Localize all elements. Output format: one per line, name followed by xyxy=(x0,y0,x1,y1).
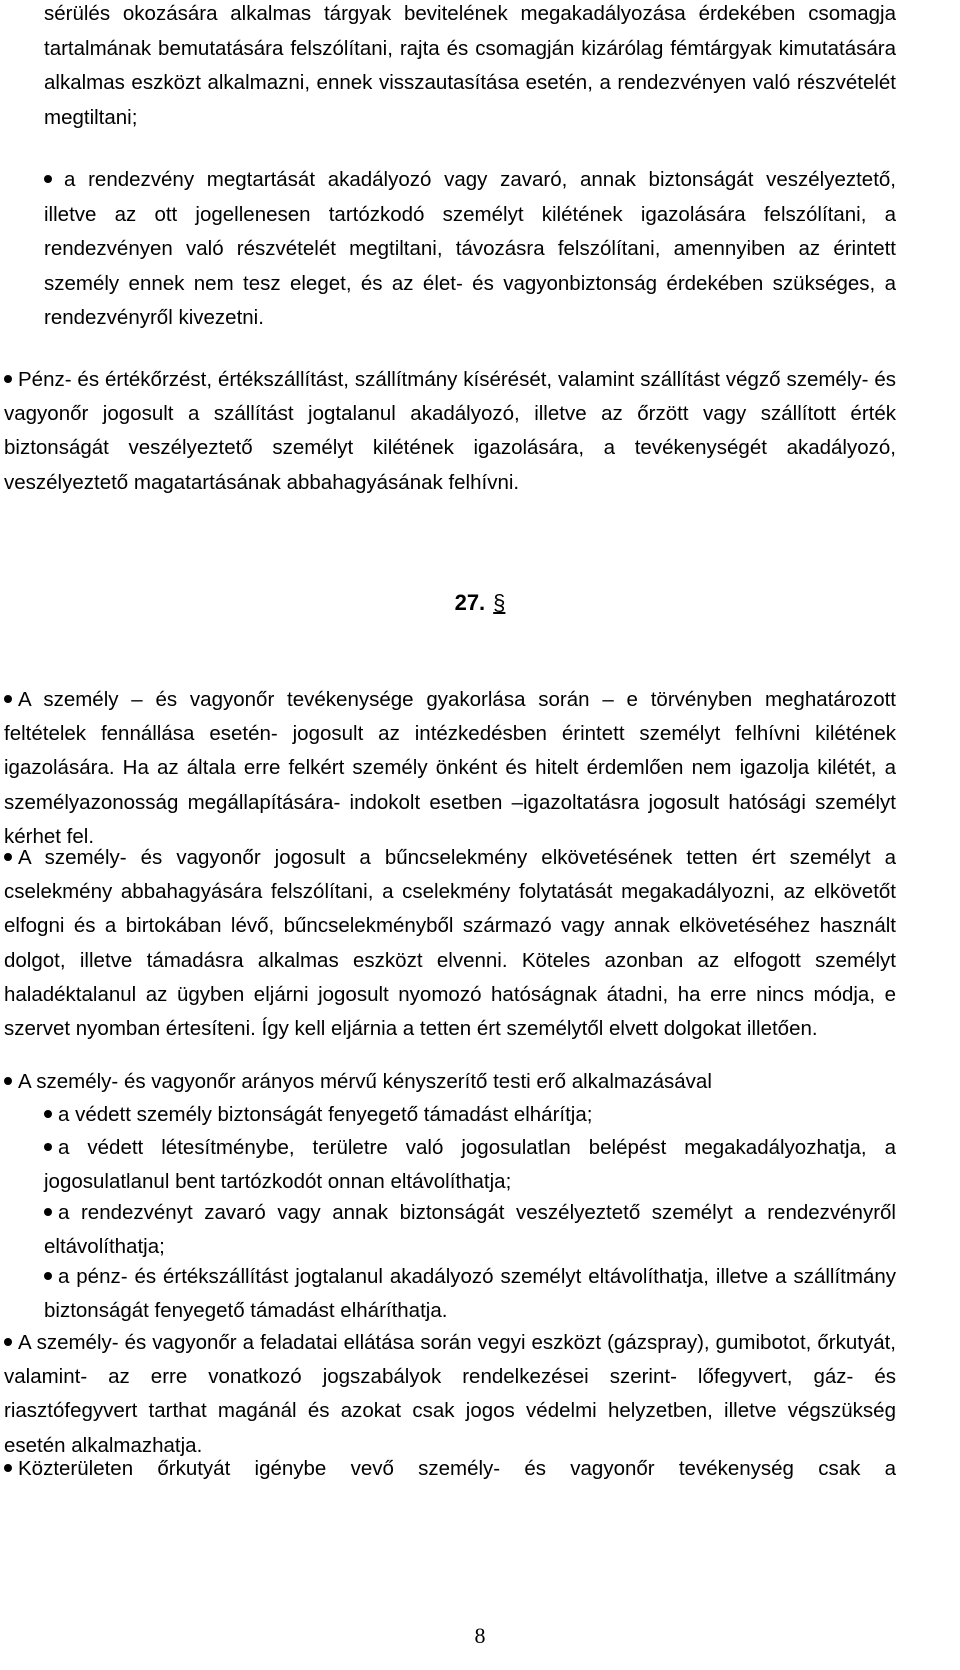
sub-item-3 xyxy=(44,1196,896,1264)
sub-item-text: a védett létesítménybe, területre való jogosulatlan belépést megakadályozhatja, a jogosulatlanul bent tartózkodót onnan eltávolíthatja; xyxy=(44,1136,896,1194)
section-heading xyxy=(0,590,960,616)
bullet-icon xyxy=(4,1464,12,1472)
list-item-text: Pénz- és értékőrzést, értékszállítást, szállítmány kísérését, valamint szállítást végző személy- és vagyonőr jogosult a szállítást jogtalanul akadályozó, illetve az őrzött vagy szállított érték biztonságát veszélyeztető személyt kilétének igazolására, a tevékenységét akadályozó, veszélyeztető magatartásának abbahagyásának felhívni. xyxy=(4,368,896,494)
bullet-icon xyxy=(44,1272,52,1280)
list-item-text: A személy- és vagyonőr a feladatai ellátása során vegyi eszközt (gázspray), gumibotot, őrkutyát, valamint- az erre vonatkozó jogszabályok rendelkezései szerint- lőfegyvert, gáz- és riasztófegyvert tarthat magánál és azokat csak jogos védelmi helyzetben, illetve végszükség esetén alkalmazhatja. xyxy=(4,1331,896,1457)
list-item-text: A személy – és vagyonőr tevékenysége gyakorlása során – e törvényben meghatározott feltételek fennállása esetén- jogosult az intézkedésben érintett személyt felhívni kilétének igazolására. Ha az általa erre felkért személy önként és hitelt érdemlően nem igazolja kilétét, a személyazonosság megállapítására- indokolt esetben –igazoltatásra jogosult hatósági személyt kérhet fel. xyxy=(4,688,896,848)
list-item-text: a rendezvény megtartását akadályozó vagy zavaró, annak biztonságát veszélyeztető, illetve az ott jogellenesen tartózkodó személyt kilétének igazolására felszólítani, a rendezvényen való részvételét megtiltani, távozásra felszólítani, amennyiben az érintett személy ennek nem tesz eleget, és az élet- és vagyonbiztonság érdekében szükséges, a rendezvényről kivezetni. xyxy=(44,168,896,329)
sub-item-2 xyxy=(44,1131,896,1199)
page-number: 8 xyxy=(474,1623,486,1648)
list-item-text: A személy- és vagyonőr jogosult a bűncselekmény elkövetésének tetten ért személyt a cselekmény abbahagyására felszólítani, a cselekmény folytatását megakadályozni, az elkövetőt elfogni és a birtokában lévő, bűncselekményből származó vagy annak elkövetéséhez használt dolgot, illetve támadásra alkalmas eszközt elvenni. Köteles azonban az elfogott személyt haladéktalanul az ügyben eljárni jogosult nyomozó hatóságnak átadni, ha erre nincs módja, e szervet nyomban értesíteni. Így kell eljárnia a tetten ért személytől elvett dolgokat illetően. xyxy=(4,846,896,1041)
bullet-icon xyxy=(4,853,12,861)
list-item-rendezveny xyxy=(44,163,896,336)
sub-item-text: a pénz- és értékszállítást jogtalanul akadályozó személyt eltávolíthatja, illetve a szállítmány biztonságát fenyegető támadást elháríthatja. xyxy=(44,1265,896,1323)
list-item-tetten-ert xyxy=(4,841,896,1046)
list-item-kenyszerito-ero xyxy=(4,1065,896,1099)
list-item-penz-es-ertekorzes xyxy=(4,363,896,500)
list-item-orkutya xyxy=(4,1452,896,1486)
bullet-icon xyxy=(44,175,52,183)
sub-item-1 xyxy=(44,1098,896,1132)
sub-item-text: a rendezvényt zavaró vagy annak biztonságát veszélyeztető személyt a rendezvényről eltávolíthatja; xyxy=(44,1201,896,1259)
sub-item-4 xyxy=(44,1260,896,1328)
bullet-icon xyxy=(4,1077,12,1085)
section-symbol: § xyxy=(493,590,506,615)
sub-item-text: a védett személy biztonságát fenyegető támadást elhárítja; xyxy=(58,1103,593,1126)
list-item-kilete-igazolasa xyxy=(4,683,896,854)
bullet-icon xyxy=(4,695,12,703)
bullet-icon xyxy=(44,1208,52,1216)
list-item-text: Közterületen őrkutyát igénybe vevő személy- és vagyonőr tevékenység csak a xyxy=(18,1457,896,1480)
section-number: 27. xyxy=(454,590,486,615)
bullet-icon xyxy=(44,1110,52,1118)
bullet-icon xyxy=(44,1143,52,1151)
list-item-vegyi-eszkoz xyxy=(4,1326,896,1463)
bullet-icon xyxy=(4,375,12,383)
paragraph-1: sérülés okozására alkalmas tárgyak bevitelének megakadályozása érdekében csomagja tartalmának bemutatására felszólítani, rajta és csomagján kizárólag fémtárgyak kimutatására alkalmas eszközt alkalmazni, ennek visszautasítása esetén, a rendezvényen való részvételét megtiltani; xyxy=(44,2,896,129)
list-item-text: A személy- és vagyonőr arányos mérvű kényszerítő testi erő alkalmazásával xyxy=(18,1070,712,1093)
bullet-icon xyxy=(4,1338,12,1346)
